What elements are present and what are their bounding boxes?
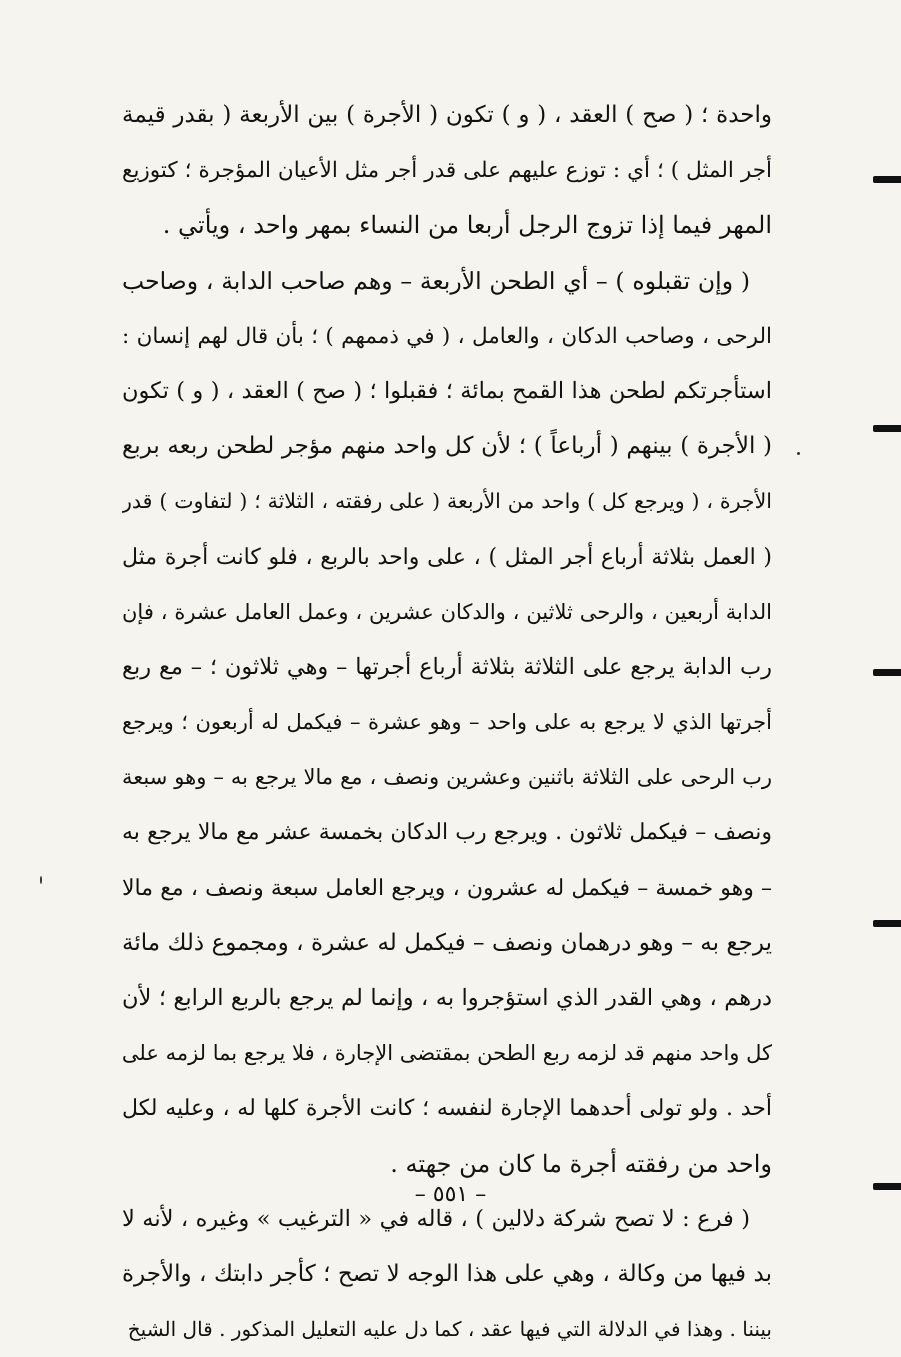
text-line: رب الدابة يرجع على الثلاثة بثلاثة أرباع أجرتها – وهي ثلاثون ؛ – مع ربع xyxy=(122,653,772,680)
text-line: أجر المثل ) ؛ أي : توزع عليهم على قدر أجر مثل الأعيان المؤجرة ؛ كتوزيع xyxy=(122,158,772,184)
scan-speck xyxy=(797,452,800,455)
page-number: – ٥٥١ – xyxy=(414,1182,487,1207)
text-line: كل واحد منهم قد لزمه ربع الطحن بمقتضى الإجارة ، فلا يرجع بما لزمه على xyxy=(122,1041,772,1066)
text-line: ( فرع : لا تصح شركة دلالين ) ، قاله في « الترغيب » وغيره ، لأنه لا xyxy=(122,1205,750,1232)
text-line: واحدة ؛ ( صح ) العقد ، ( و ) تكون ( الأجرة ) بين الأربعة ( بقدر قيمة xyxy=(122,102,772,128)
scan-edge-mark xyxy=(873,425,901,432)
text-line: الدابة أربعين ، والرحى ثلاثين ، والدكان عشرين ، وعمل العامل عشرة ، فإن xyxy=(122,599,772,624)
scan-speck xyxy=(40,876,42,884)
text-line: رب الرحى على الثلاثة باثنين وعشرين ونصف ، مع مالا يرجع به – وهو سبعة xyxy=(122,765,772,790)
text-line: أحد . ولو تولى أحدهما الإجارة لنفسه ؛ كانت الأجرة كلها له ، وعليه لكل xyxy=(122,1096,772,1122)
text-line: المهر فيما إذا تزوج الرجل أربعا من النساء بمهر واحد ، ويأتي . xyxy=(162,211,772,240)
text-line: الأجرة ، ( ويرجع كل ) واحد من الأربعة ( على رفقته ، الثلاثة ؛ ( لتفاوت ) قدر xyxy=(122,489,772,514)
scan-edge-mark xyxy=(873,920,901,927)
text-line: بد فيها من وكالة ، وهي على هذا الوجه لا تصح ؛ كأجر دابتك ، والأجرة xyxy=(122,1260,772,1287)
text-line: ( الأجرة ) بينهم ( أرباعاً ) ؛ لأن كل واحد منهم مؤجر لطحن ربعه بربع xyxy=(122,433,772,460)
text-body xyxy=(122,88,772,1357)
text-line: ( العمل بثلاثة أرباع أجر المثل ) ، على واحد بالربع ، فلو كانت أجرة مثل xyxy=(122,544,772,570)
text-line: درهم ، وهي القدر الذي استؤجروا به ، وإنما لم يرجع بالربع الرابع ؛ لأن xyxy=(122,985,772,1011)
scan-edge-mark xyxy=(873,1183,901,1190)
text-line: – وهو خمسة – فيكمل له عشرون ، ويرجع العامل سبعة ونصف ، مع مالا xyxy=(122,875,772,901)
text-line: يرجع به – وهو درهمان ونصف – فيكمل له عشرة ، ومجموع ذلك مائة xyxy=(122,929,772,956)
text-line: استأجرتكم لطحن هذا القمح بمائة ؛ فقبلوا ؛ ( صح ) العقد ، ( و ) تكون xyxy=(122,377,772,404)
text-line: الرحى ، وصاحب الدكان ، والعامل ، ( في ذممهم ) ؛ بأن قال لهم إنسان : xyxy=(122,323,772,349)
scan-edge-mark xyxy=(873,669,901,676)
text-line: أجرتها الذي لا يرجع به على واحد – وهو عشرة – فيكمل له أربعون ؛ ويرجع xyxy=(122,710,772,735)
text-line: ( وإن تقبلوه ) – أي الطحن الأربعة – وهم صاحب الدابة ، وصاحب xyxy=(122,266,750,295)
text-line: ونصف – فيكمل ثلاثون . ويرجع رب الدكان بخمسة عشر مع مالا يرجع به xyxy=(122,820,772,846)
text-line: بيننا . وهذا في الدلالة التي فيها عقد ، كما دل عليه التعليل المذكور . قال الشيخ xyxy=(127,1317,772,1342)
scan-edge-mark xyxy=(873,176,901,183)
text-line: واحد من رفقته أجرة ما كان من جهته . xyxy=(390,1149,772,1178)
